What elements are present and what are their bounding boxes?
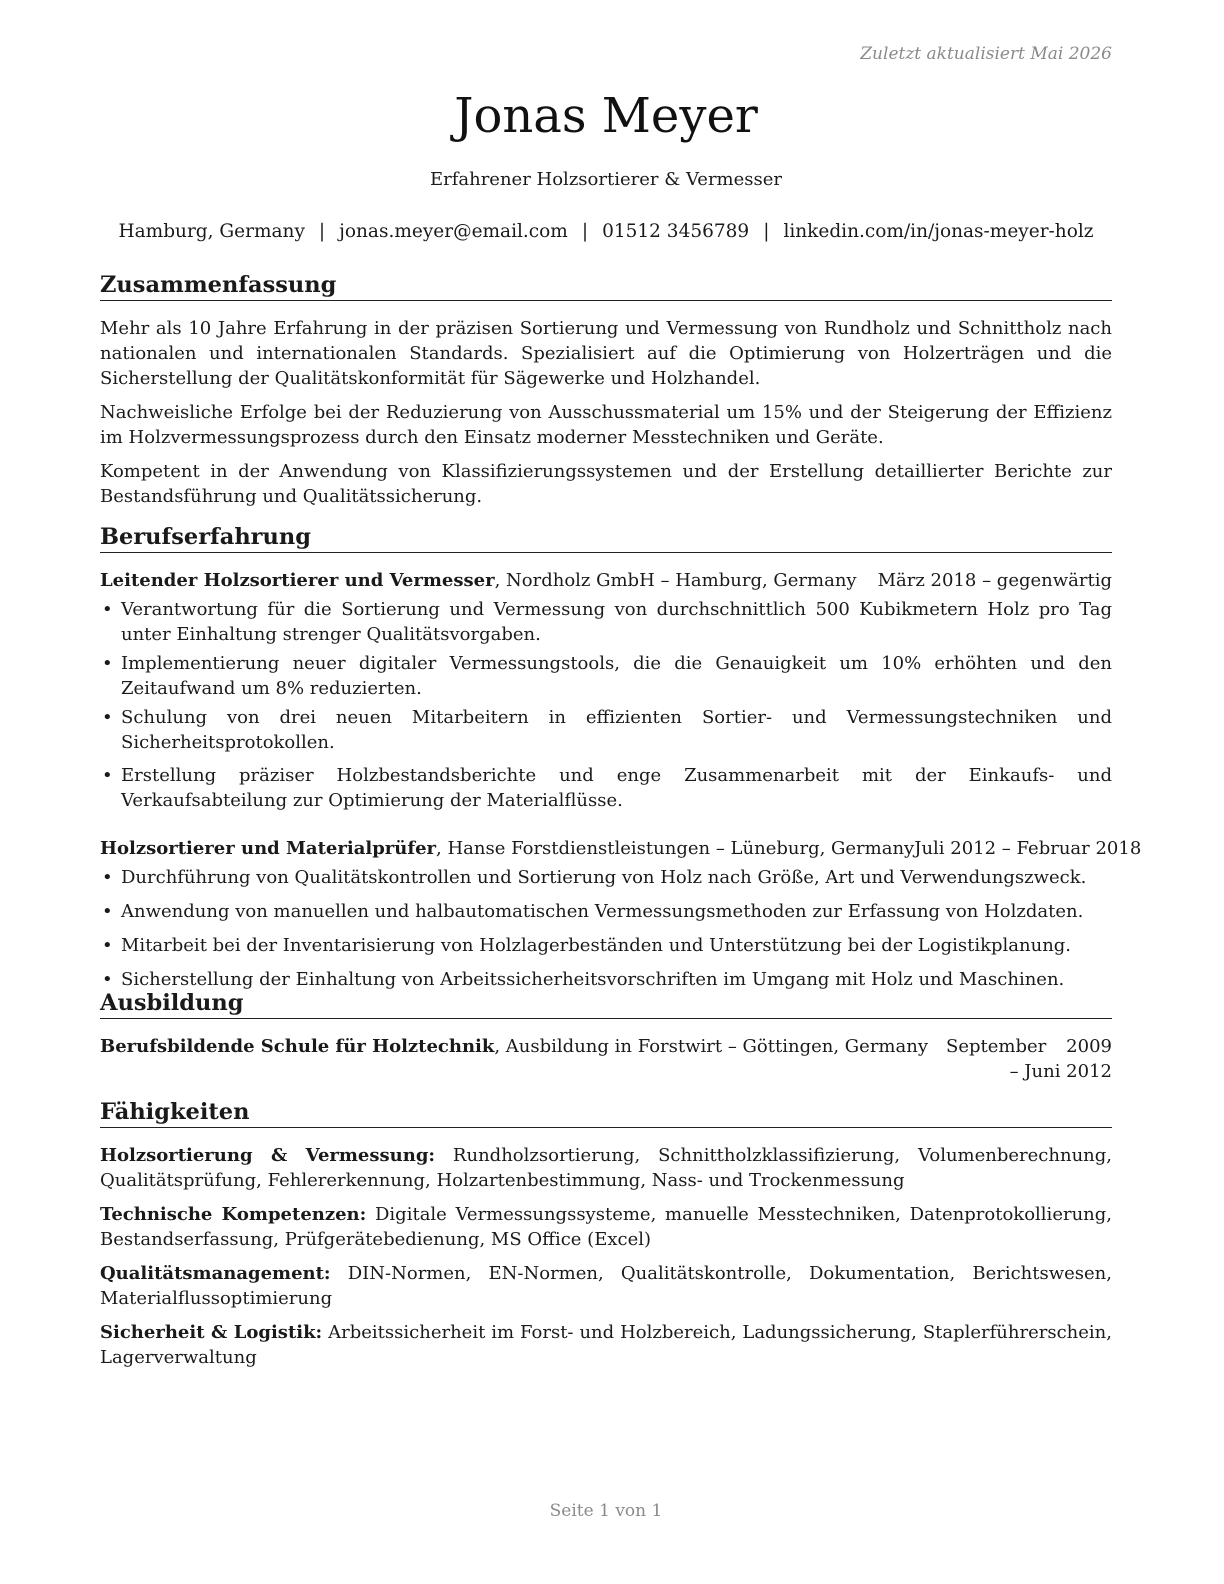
last-updated: Zuletzt aktualisiert Mai 2026 <box>860 44 1112 64</box>
list-item: • Verantwortung für die Sortierung und Vermessung von durchschnittlich 500 Kubikmetern Holz pro Tag unter Einhaltung strenger Qualitätsvorgaben. <box>100 597 1112 647</box>
contact-separator: | <box>581 221 589 242</box>
job-dates: Juli 2012 – Februar 2018 <box>914 838 1142 859</box>
contact-separator: | <box>763 221 770 242</box>
candidate-title: Erfahrener Holzsortierer & Vermesser <box>429 169 783 190</box>
list-item: • Erstellung präziser Holzbestandsberichte und enge Zusammenarbeit mit der Einkaufs- und Verkaufsabteilung zur Optimierung der Materialflüsse. <box>100 763 1112 813</box>
skill-label: Holzsortierung & Vermessung: <box>100 1145 436 1166</box>
skill-text: Arbeitssicherheit im Forst- und Holzbereich, Ladungssicherung, Staplerführerschein, Lagerverwaltung <box>100 1322 1112 1368</box>
list-item: • Durchführung von Qualitätskontrollen und Sortierung von Holz nach Größe, Art und Verwendungszweck. <box>100 865 1112 890</box>
contact-location: Hamburg, Germany <box>118 221 305 242</box>
job-dates: März 2018 – gegenwärtig <box>877 570 1112 591</box>
skill-label: Qualitätsmanagement: <box>100 1263 331 1284</box>
skill-row <box>100 1320 1112 1370</box>
list-item: • Mitarbeit bei der Inventarisierung von Holzlagerbeständen und Unterstützung bei der Logistikplanung. <box>100 933 1112 958</box>
job-company: , Hanse Forstdienstleistungen – Lüneburg, Germany <box>436 838 915 859</box>
page-number: Seite 1 von 1 <box>549 1501 663 1521</box>
candidate-name: Jonas Meyer <box>454 88 758 144</box>
contact-line <box>100 219 1112 245</box>
section-title-experience: Berufserfahrung <box>100 522 1112 553</box>
education-detail: , Ausbildung in Forstwirt – Göttingen, Germany <box>494 1036 928 1057</box>
job-role: Leitender Holzsortierer und Vermesser <box>100 570 495 591</box>
skill-row <box>100 1202 1112 1252</box>
section-experience <box>100 522 1142 992</box>
contact-email[interactable]: jonas.meyer@email.com <box>339 221 568 242</box>
contact-linkedin[interactable]: linkedin.com/in/jonas-meyer-holz <box>783 221 1094 242</box>
list-item: • Implementierung neuer digitaler Vermessungstools, die die Genauigkeit um 10% erhöhten und den Zeitaufwand um 8% reduzierten. <box>100 651 1112 701</box>
job-header <box>100 568 1112 593</box>
resume-page <box>100 0 1142 1584</box>
section-title-skills: Fähigkeiten <box>100 1097 1112 1128</box>
job-company: , Nordholz GmbH – Hamburg, Germany <box>494 570 857 591</box>
list-item: • Sicherstellung der Einhaltung von Arbeitssicherheitsvorschriften im Umgang mit Holz und Maschinen. <box>100 967 1112 992</box>
job-bullets <box>100 865 1112 992</box>
education-school: Berufsbildende Schule für Holztechnik <box>100 1036 495 1057</box>
skill-row <box>100 1143 1112 1193</box>
education-entry <box>100 1034 1112 1084</box>
section-skills <box>100 1097 1112 1370</box>
education-dates: September 2009 – Juni 2012 <box>946 1036 1112 1082</box>
education-school-detail <box>100 1034 928 1084</box>
job-role: Holzsortierer und Materialprüfer <box>100 838 437 859</box>
job-bullets <box>100 597 1112 813</box>
skill-label: Technische Kompetenzen: <box>100 1204 367 1225</box>
list-item: • Schulung von drei neuen Mitarbeitern in effizienten Sortier- und Vermessungstechniken und Sicherheitsprotokollen. <box>100 705 1112 755</box>
contact-separator: | <box>318 221 326 242</box>
list-item: • Anwendung von manuellen und halbautomatischen Vermessungsmethoden zur Erfassung von Holzdaten. <box>100 899 1112 924</box>
contact-phone[interactable]: 01512 3456789 <box>602 221 750 242</box>
skill-text: DIN-Normen, EN-Normen, Qualitätskontrolle, Dokumentation, Berichtswesen, Materialflussoptimierung <box>100 1263 1112 1309</box>
section-education <box>100 988 1112 1084</box>
job-role-company <box>100 568 857 593</box>
job-role-company <box>100 836 914 861</box>
skill-text: Digitale Vermessungssysteme, manuelle Messtechniken, Datenprotokollierung, Bestandserfassung, Prüfgerätebedienung, MS Office (Excel) <box>100 1204 1113 1250</box>
summary-paragraph: Mehr als 10 Jahre Erfahrung in der präzisen Sortierung und Vermessung von Rundholz und Schnittholz nach nationalen und internationalen Standards. Spezialisiert auf die Optimierung von Holzerträgen und die Sicherstellung der Qualitätskonformität für Sägewerke und Holzhandel. <box>100 318 1112 389</box>
skill-label: Sicherheit & Logistik: <box>100 1322 323 1343</box>
skill-row <box>100 1261 1112 1311</box>
job-header <box>100 836 1142 861</box>
section-title-summary: Zusammenfassung <box>100 270 1112 301</box>
summary-paragraph: Kompetent in der Anwendung von Klassifizierungssystemen und der Erstellung detaillierter Berichte zur Bestandsführung und Qualitätssicherung. <box>100 461 1112 507</box>
skill-text: Rundholzsortierung, Schnittholzklassifizierung, Volumenberechnung, Qualitätsprüfung, Fehlererkennung, Holzartenbestimmung, Nass- und Trockenmessung <box>100 1145 1112 1191</box>
summary-paragraph: Nachweisliche Erfolge bei der Reduzierung von Ausschussmaterial um 15% und der Steigerung der Effizienz im Holzvermessungsprozess durch den Einsatz moderner Messtechniken und Geräte. <box>100 402 1112 448</box>
section-summary <box>100 270 1112 509</box>
section-title-education: Ausbildung <box>100 988 1112 1019</box>
